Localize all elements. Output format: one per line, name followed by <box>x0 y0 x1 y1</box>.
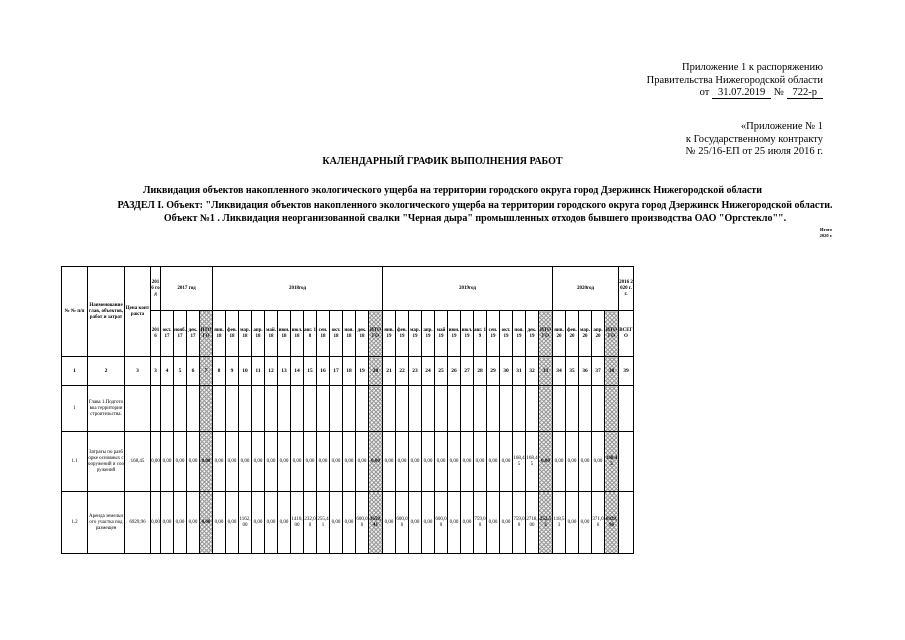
row-cell: 0,00 <box>317 432 330 492</box>
row-cell: 168,45 <box>605 432 619 492</box>
column-number: 27 <box>461 357 474 386</box>
contract-line3: № 25/16-ЕП от 25 июля 2016 г. <box>685 146 823 157</box>
column-number: 7 <box>200 357 213 386</box>
row-cell <box>619 492 634 554</box>
header-year-2018: 2018год <box>213 267 383 311</box>
row-cell: 0,00 <box>187 432 200 492</box>
row-cell: 0,00 <box>487 432 500 492</box>
header-month: фев. 18 <box>226 311 239 357</box>
header-total-2018: ИТОГО <box>369 311 383 357</box>
header-all-years: 2016 2020 г.г. <box>619 267 634 311</box>
header-name: Наименование глав, объектов, работ и затрат <box>88 267 125 357</box>
contract-line1: «Приложение № 1 <box>740 121 823 132</box>
row-cell <box>566 386 579 432</box>
header-row-years <box>62 267 634 311</box>
row-cell: 232,00 <box>304 492 317 554</box>
row-cell: 600,00 <box>396 492 409 554</box>
row-cell <box>151 386 161 432</box>
row-cell: 0,00 <box>278 432 291 492</box>
header-num: № № п/п <box>62 267 88 357</box>
row-cell <box>174 386 187 432</box>
row-cell: 759,00 <box>474 492 487 554</box>
row-cell <box>369 386 383 432</box>
header-month: янв. 20 <box>553 311 566 357</box>
schedule-table <box>61 266 634 554</box>
column-number: 3 <box>125 357 151 386</box>
row-cell: 0,00 <box>500 432 513 492</box>
row-cell: 0,00 <box>226 492 239 554</box>
row-cell: 0,00 <box>200 492 213 554</box>
page-title: КАЛЕНДАРНЫЙ ГРАФИК ВЫПОЛНЕНИЯ РАБОТ <box>322 156 563 167</box>
column-number: 4 <box>161 357 174 386</box>
row-cell: 3659,41 <box>369 492 383 554</box>
column-number: 35 <box>566 357 579 386</box>
row-cell: 0,00 <box>200 432 213 492</box>
from-label: от <box>699 87 710 98</box>
column-number: 31 <box>513 357 526 386</box>
row-cell: 0,00 <box>252 492 265 554</box>
row-cell <box>252 386 265 432</box>
column-number: 37 <box>592 357 605 386</box>
column-number: 20 <box>369 357 383 386</box>
header-month: сен. 18 <box>317 311 330 357</box>
column-number: 32 <box>526 357 539 386</box>
row-cell <box>409 386 422 432</box>
row-cell: 0,00 <box>383 492 396 554</box>
header-month: сен. 19 <box>487 311 500 357</box>
header-month: июл. 18 <box>291 311 304 357</box>
header-month: янв. 19 <box>383 311 396 357</box>
column-number: 11 <box>252 357 265 386</box>
header-month: апр. 20 <box>592 311 605 357</box>
row-cell: 0,00 <box>539 432 553 492</box>
header-total-2017: ИТОГО <box>200 311 213 357</box>
column-number: 6 <box>187 357 200 386</box>
row-cell: 0,00 <box>239 432 252 492</box>
table-row <box>62 492 634 554</box>
row-cell: 0,00 <box>448 432 461 492</box>
row-cell <box>619 432 634 492</box>
table-row <box>62 432 634 492</box>
column-number: 2 <box>88 357 125 386</box>
header-total-2019: ИТОГО <box>539 311 553 357</box>
header-month: май. 18 <box>265 311 278 357</box>
column-number: 24 <box>422 357 435 386</box>
row-cell: 0,00 <box>553 432 566 492</box>
row-cell <box>553 386 566 432</box>
row-cell <box>435 386 448 432</box>
column-numbers-row <box>62 357 634 386</box>
header-2016-sub: 2016 <box>151 311 161 357</box>
row-cell: 0,00 <box>278 492 291 554</box>
row-cell <box>265 386 278 432</box>
header-year-2020: 2020год <box>553 267 619 311</box>
row-cell: 0,00 <box>226 432 239 492</box>
vertical-top-label: Итого 2020 г. <box>819 227 833 238</box>
row-cell: 0,00 <box>422 492 435 554</box>
column-number: 30 <box>500 357 513 386</box>
row-cell: 118,53 <box>553 492 566 554</box>
row-cell <box>304 386 317 432</box>
header-month: фев. 19 <box>396 311 409 357</box>
row-cell <box>474 386 487 432</box>
row-name: Затраты по разборке основных сооружений и сооружений <box>88 432 125 492</box>
row-cell <box>487 386 500 432</box>
row-cell: 0,00 <box>161 432 174 492</box>
decree-number: 722-р <box>787 87 824 99</box>
row-cell: 0,00 <box>265 492 278 554</box>
header-2016: 2016 год <box>151 267 161 311</box>
row-cell <box>125 386 151 432</box>
row-cell: 0,00 <box>435 432 448 492</box>
row-cell: 0,00 <box>566 432 579 492</box>
row-cell <box>187 386 200 432</box>
column-number: 22 <box>396 357 409 386</box>
row-cell: 0,00 <box>356 432 369 492</box>
header-month: дек. 19 <box>526 311 539 357</box>
column-number: 25 <box>435 357 448 386</box>
column-number: 10 <box>239 357 252 386</box>
row-cell <box>226 386 239 432</box>
contract-line2: к Государственному контракту <box>685 133 823 145</box>
header-month: июн. 18 <box>278 311 291 357</box>
column-number: 13 <box>278 357 291 386</box>
column-number: 34 <box>553 357 566 386</box>
row-cell: 0,00 <box>174 432 187 492</box>
column-number: 17 <box>330 357 343 386</box>
row-cell <box>513 386 526 432</box>
row-cell: 0,00 <box>369 432 383 492</box>
appendix-contract-header <box>686 121 823 159</box>
number-label: № <box>773 87 784 98</box>
header-month: дек. 17 <box>187 311 200 357</box>
appendix-date-line <box>647 87 823 100</box>
row-cell <box>579 386 592 432</box>
page-subtitle: Ликвидация объектов накопленного экологического ущерба на территории городского округа город Дзержинск Нижегородской области <box>143 185 762 196</box>
header-month: июн. 19 <box>448 311 461 357</box>
row-cell: 0,00 <box>579 432 592 492</box>
row-cell <box>461 386 474 432</box>
header-month: июл. 19 <box>461 311 474 357</box>
row-cell: 0,00 <box>265 432 278 492</box>
row-cell: 0,00 <box>174 492 187 554</box>
column-number: 39 <box>619 357 634 386</box>
header-month: дек. 18 <box>356 311 369 357</box>
header-month: окт. 18 <box>330 311 343 357</box>
row-cell <box>619 386 634 432</box>
column-number: 18 <box>343 357 356 386</box>
row-number: 1.2 <box>62 492 88 554</box>
column-number: 19 <box>356 357 369 386</box>
row-cell: 0,00 <box>461 492 474 554</box>
row-cell: 0,00 <box>330 432 343 492</box>
row-cell <box>592 386 605 432</box>
column-number: 38 <box>605 357 619 386</box>
row-cell <box>213 386 226 432</box>
row-cell: 0,00 <box>304 432 317 492</box>
row-cell: 168,45 <box>125 432 151 492</box>
appendix-line1: Приложение 1 к распоряжению <box>682 62 823 73</box>
row-cell <box>161 386 174 432</box>
decree-date: 31.07.2019 <box>712 87 771 99</box>
row-cell: 0,00 <box>330 492 343 554</box>
row-cell <box>500 386 513 432</box>
column-number: 16 <box>317 357 330 386</box>
column-number: 29 <box>487 357 500 386</box>
row-cell: 1162,00 <box>239 492 252 554</box>
header-grand-total: ВСЕГО <box>619 311 634 357</box>
row-cell <box>605 386 619 432</box>
row-cell: 0,00 <box>566 492 579 554</box>
header-month: фев. 20 <box>566 311 579 357</box>
row-cell <box>356 386 369 432</box>
row-cell: 0,00 <box>396 432 409 492</box>
row-cell <box>200 386 213 432</box>
row-cell: 0,00 <box>422 432 435 492</box>
header-month: ноя. 18 <box>343 311 356 357</box>
header-month: мар. 19 <box>409 311 422 357</box>
column-number: 5 <box>174 357 187 386</box>
row-cell <box>317 386 330 432</box>
row-cell: 2718,00 <box>526 492 539 554</box>
row-cell: 600,00 <box>435 492 448 554</box>
row-cell: 0,00 <box>343 492 356 554</box>
column-number: 23 <box>409 357 422 386</box>
row-cell <box>330 386 343 432</box>
row-cell: 0,00 <box>151 492 161 554</box>
row-cell: 0,00 <box>461 432 474 492</box>
row-cell: 0,00 <box>383 432 396 492</box>
header-total-2020: ИТОГО <box>605 311 619 357</box>
column-number: 3 <box>151 357 161 386</box>
header-month: мар. 20 <box>579 311 592 357</box>
row-cell: 0,00 <box>579 492 592 554</box>
row-cell: 0,00 <box>592 432 605 492</box>
row-cell <box>239 386 252 432</box>
column-number: 26 <box>448 357 461 386</box>
row-cell <box>526 386 539 432</box>
appendix-line2: Правительства Нижегородской области <box>646 74 823 86</box>
row-cell: 0,00 <box>343 432 356 492</box>
header-month: май 19 <box>435 311 448 357</box>
column-number: 36 <box>579 357 592 386</box>
row-cell: 0,00 <box>151 432 161 492</box>
header-month: нояб. 17 <box>174 311 187 357</box>
row-cell: 0,00 <box>487 492 500 554</box>
row-cell <box>291 386 304 432</box>
row-cell: 255,41 <box>317 492 330 554</box>
column-number: 8 <box>213 357 226 386</box>
row-cell: 0,00 <box>213 432 226 492</box>
row-name: Глава 1.Подготовка территории строительства. <box>88 386 125 432</box>
header-month: апр. 19 <box>422 311 435 357</box>
row-cell <box>343 386 356 432</box>
row-number: 1.1 <box>62 432 88 492</box>
column-number: 28 <box>474 357 487 386</box>
row-cell: 0,00 <box>409 492 422 554</box>
header-month: авг. 19 <box>474 311 487 357</box>
row-cell <box>422 386 435 432</box>
appendix-decree-header <box>647 62 823 100</box>
row-cell: 0,00 <box>252 432 265 492</box>
row-cell: 0,00 <box>187 492 200 554</box>
header-year-2019: 2019год <box>383 267 553 311</box>
header-price: Цена контракта <box>125 267 151 357</box>
row-cell: 168,45 <box>513 432 526 492</box>
column-number: 14 <box>291 357 304 386</box>
header-month: мар. 18 <box>239 311 252 357</box>
column-number: 1 <box>62 357 88 386</box>
row-cell: 1410,00 <box>291 492 304 554</box>
row-cell <box>448 386 461 432</box>
column-number: 12 <box>265 357 278 386</box>
column-number: 33 <box>539 357 553 386</box>
row-cell: 168,45 <box>526 432 539 492</box>
row-name: Аренда земельного участка под размещен <box>88 492 125 554</box>
row-cell: 6929,96 <box>605 492 619 554</box>
row-cell <box>383 386 396 432</box>
section-description: РАЗДЕЛ I. Объект: "Ликвидация объектов накопленного экологического ущерба на территории городского округа город Дзержинск Нижегородской области. Объект №1 . Ликвидация неорганизованной свалки "Черная дыра" промышленных отходов бывшего производства ОАО "Оргстекло"". <box>117 200 833 224</box>
column-number: 21 <box>383 357 396 386</box>
row-cell: 252,53 <box>539 492 553 554</box>
header-month: янв. 18 <box>213 311 226 357</box>
header-month: апр. 18 <box>252 311 265 357</box>
row-cell: 0,00 <box>409 432 422 492</box>
header-month: авг. 18 <box>304 311 317 357</box>
column-number: 15 <box>304 357 317 386</box>
row-cell: 0,00 <box>500 492 513 554</box>
row-cell: 0,00 <box>213 492 226 554</box>
header-year-2017: 2017 год <box>161 267 213 311</box>
table-row <box>62 386 634 432</box>
row-cell: 759,00 <box>513 492 526 554</box>
header-month: ноя. 19 <box>513 311 526 357</box>
row-cell: 0,00 <box>291 432 304 492</box>
header-month: окт. 17 <box>161 311 174 357</box>
column-number: 9 <box>226 357 239 386</box>
row-cell <box>278 386 291 432</box>
row-number: 1 <box>62 386 88 432</box>
row-cell: 0,00 <box>474 432 487 492</box>
header-month: окт. 19 <box>500 311 513 357</box>
row-cell: 0,00 <box>448 492 461 554</box>
row-cell: 6929,96 <box>125 492 151 554</box>
row-cell <box>396 386 409 432</box>
row-cell: 600,00 <box>356 492 369 554</box>
row-cell: 371,06 <box>592 492 605 554</box>
row-cell: 0,00 <box>161 492 174 554</box>
row-cell <box>539 386 553 432</box>
